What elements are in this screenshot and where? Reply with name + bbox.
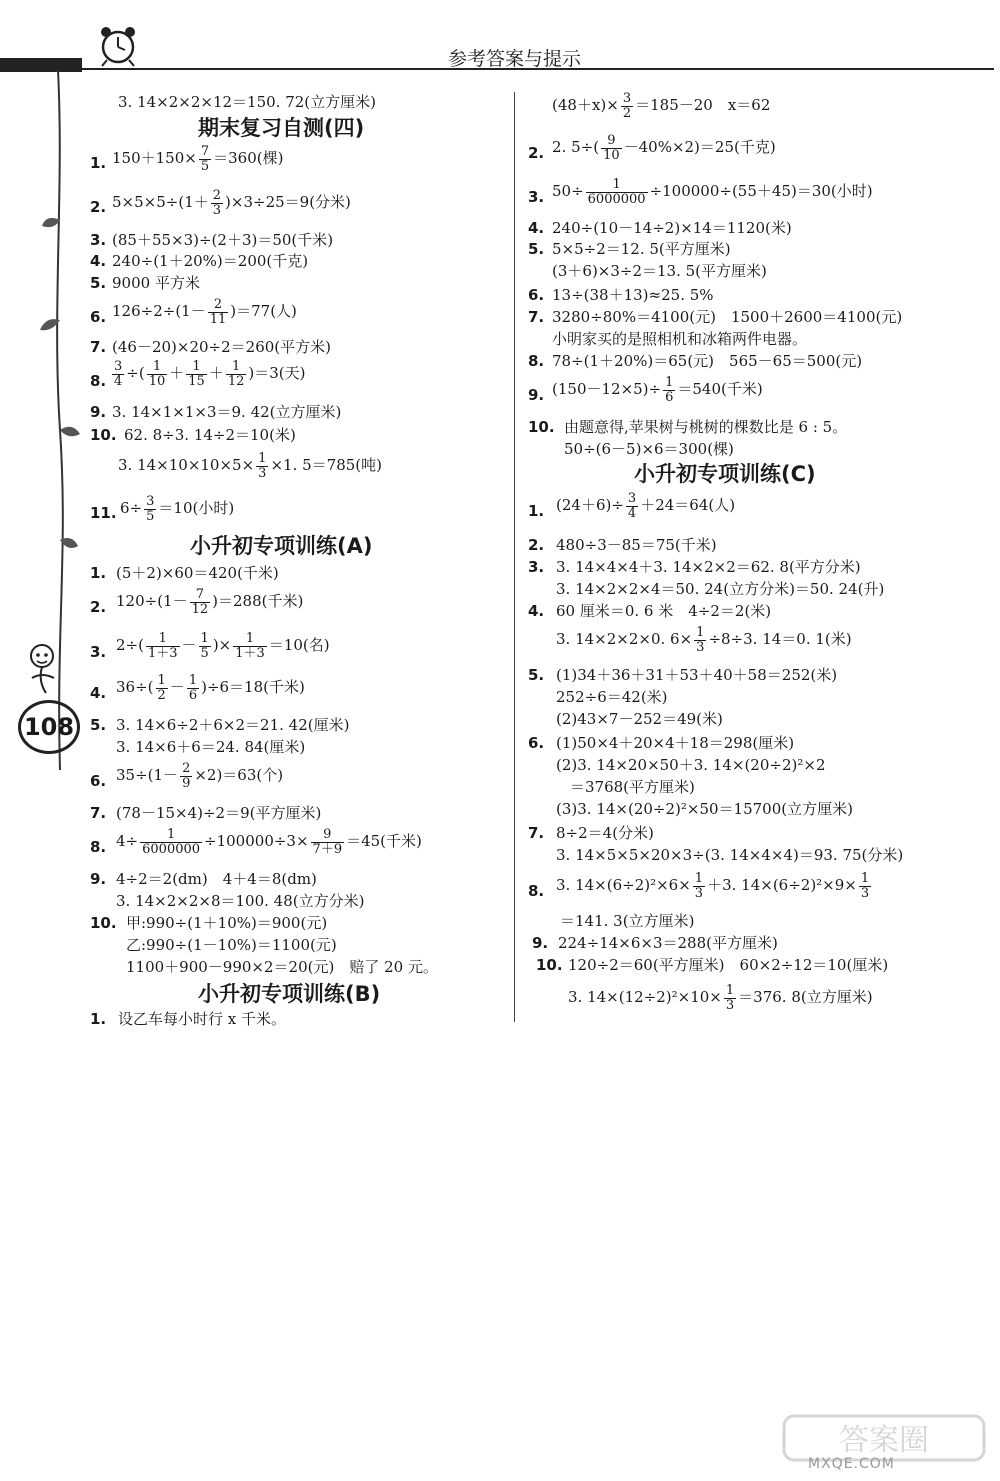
- fraction: $\frac{2}{11}$: [209, 297, 227, 327]
- answer-line: 240÷(1＋20%)＝200(千克): [112, 252, 309, 270]
- answer-number: 10.: [90, 426, 117, 444]
- answer-line: 150＋150× $\frac{7}{5}$ ＝360(棵): [112, 144, 284, 174]
- fraction: $\frac{1}{5}$: [200, 631, 209, 661]
- answer-line: (2)43×7－252＝49(米): [556, 710, 723, 728]
- answer-line: 3. 14×2×2×4＝50. 24(立方分米)＝50. 24(升): [556, 580, 885, 598]
- fraction: $\frac{3}{2}$: [622, 91, 632, 121]
- answer-number: 5.: [90, 716, 107, 734]
- answer-line: 120÷(1－ $\frac{7}{12}$ )＝288(千米): [116, 587, 304, 617]
- answer-number: 8.: [528, 352, 545, 370]
- answer-line: 50÷ $\frac{1}{6000000}$ ÷100000÷(55＋45)＝30(小时): [552, 177, 873, 207]
- fraction: $\frac{3}{5}$: [146, 494, 155, 524]
- answer-number: 5.: [90, 274, 107, 292]
- answer-line: (24＋6)÷ $\frac{3}{4}$ ＋24＝64(人): [556, 491, 736, 521]
- section-heading-final-review-4: 期末复习自测(四): [198, 116, 365, 140]
- answer-continuation: 3. 14×2×2×12＝150. 72(立方厘米): [118, 93, 377, 111]
- answer-number: 10.: [528, 418, 555, 436]
- answer-number: 8.: [90, 372, 107, 390]
- answer-line: 3. 14×10×10×5× $\frac{1}{3}$ ×1. 5＝785(吨): [118, 451, 382, 481]
- column-divider: [514, 92, 515, 1022]
- answer-line: 224÷14×6×3＝288(平方厘米): [558, 934, 778, 952]
- answer-line: 240÷(10－14÷2)×14＝1120(米): [552, 219, 792, 237]
- answer-number: 1.: [90, 564, 107, 582]
- page-number: 108: [18, 700, 80, 754]
- answer-line: (1)34＋36＋31＋53＋40＋58＝252(米): [556, 666, 838, 684]
- answer-line: 252÷6＝42(米): [556, 688, 668, 706]
- fraction: $\frac{9}{7+9}$: [312, 827, 343, 857]
- answer-number: 4.: [90, 684, 107, 702]
- answer-number: 4.: [528, 219, 545, 237]
- answer-line: (3＋6)×3÷2＝13. 5(平方厘米): [552, 262, 767, 280]
- answer-line: 甲:990÷(1＋10%)＝900(元): [126, 914, 328, 932]
- answer-number: 3.: [90, 643, 107, 661]
- answer-line: 小明家买的是照相机和冰箱两件电器。: [552, 330, 808, 348]
- answer-line: 60 厘米＝0. 6 米 4÷2＝2(米): [556, 602, 772, 620]
- answer-number: 1.: [528, 502, 545, 520]
- answer-number: 5.: [528, 240, 545, 258]
- answer-line: 4÷2＝2(dm) 4＋4＝8(dm): [116, 870, 317, 888]
- answer-number: 8.: [90, 838, 107, 856]
- answer-line: (2)3. 14×20×50＋3. 14×(20÷2)²×2: [556, 756, 826, 774]
- answer-number: 11.: [90, 504, 117, 522]
- answer-number: 2.: [90, 198, 107, 216]
- answer-line: 3280÷80%＝4100(元) 1500＋2600＝4100(元): [552, 308, 903, 326]
- answer-line: 3. 14×6＋6＝24. 84(厘米): [116, 738, 306, 756]
- answer-number: 6.: [90, 772, 107, 790]
- svg-text:答案圈: 答案圈: [839, 1423, 929, 1458]
- answer-line: (85＋55×3)÷(2＋3)＝50(千米): [112, 231, 334, 249]
- answer-line: 设乙车每小时行 x 千米。: [118, 1010, 286, 1028]
- answer-line: 4÷ $\frac{1}{6000000}$ ÷100000÷3× $\frac{9}{7+9}$ ＝45(千米): [116, 827, 422, 857]
- answer-number: 2.: [528, 536, 545, 554]
- answer-line: 3. 14×(6÷2)²×6× $\frac{1}{3}$ ＋3. 14×(6÷2)²×9× $\frac{1}{3}$: [556, 871, 870, 901]
- answer-number: 4.: [528, 602, 545, 620]
- answer-line: (1)50×4＋20×4＋18＝298(厘米): [556, 734, 795, 752]
- fraction: $\frac{1}{1+3}$: [147, 631, 178, 661]
- answer-line: 3. 14×1×1×3＝9. 42(立方厘米): [112, 403, 342, 421]
- answer-line: ＝3768(平方厘米): [570, 778, 695, 796]
- fraction: $\frac{1}{6}$: [188, 673, 198, 703]
- fraction: $\frac{1}{3}$: [696, 625, 705, 655]
- answer-line: 36÷( $\frac{1}{2}$ － $\frac{1}{6}$ )÷6＝18(千米): [116, 673, 305, 703]
- answer-line: (78－15×4)÷2＝9(平方厘米): [116, 804, 322, 822]
- monkey-mascot-icon: [20, 640, 70, 700]
- answer-line: 5×5÷2＝12. 5(平方厘米): [552, 240, 731, 258]
- answer-number: 9.: [90, 870, 107, 888]
- fraction: $\frac{3}{4}$: [114, 359, 123, 389]
- answer-line: 62. 8÷3. 14÷2＝10(米): [124, 426, 296, 444]
- answer-line: 13÷(38＋13)≈25. 5%: [552, 286, 714, 304]
- answer-number: 10.: [90, 914, 117, 932]
- answer-line: 3. 14×2×2×0. 6× $\frac{1}{3}$ ÷8÷3. 14＝0. 1(米): [556, 625, 852, 655]
- answer-number: 6.: [528, 286, 545, 304]
- answer-line: 3. 14×5×5×20×3÷(3. 14×4×4)＝93. 75(分米): [556, 846, 904, 864]
- answer-line: (5＋2)×60＝420(千米): [116, 564, 279, 582]
- section-heading-training-a: 小升初专项训练(A): [190, 534, 373, 558]
- fraction: $\frac{3}{4}$: [627, 491, 637, 521]
- answer-number: 7.: [90, 338, 107, 356]
- fraction: $\frac{1}{2}$: [157, 673, 166, 703]
- answer-number: 3.: [528, 558, 545, 576]
- fraction: $\frac{2}{9}$: [182, 761, 191, 791]
- fraction: $\frac{1}{6}$: [665, 375, 674, 405]
- section-heading-training-c: 小升初专项训练(C): [634, 462, 816, 486]
- answer-line: 8÷2＝4(分米): [556, 824, 654, 842]
- answer-number: 1.: [90, 1010, 107, 1028]
- answer-line: 3. 14×(12÷2)²×10× $\frac{1}{3}$ ＝376. 8(立方厘米): [568, 983, 873, 1013]
- answer-line: (150－12×5)÷ $\frac{1}{6}$ ＝540(千米): [552, 375, 763, 405]
- answer-line: 9000 平方米: [112, 274, 200, 292]
- fraction: $\frac{7}{5}$: [200, 144, 210, 174]
- answer-line: 3. 14×2×2×8＝100. 48(立方分米): [116, 892, 365, 910]
- answer-number: 8.: [528, 882, 545, 900]
- fraction: $\frac{1}{3}$: [258, 451, 267, 481]
- answer-number: 6.: [528, 734, 545, 752]
- answer-number: 9.: [90, 403, 107, 421]
- fraction: $\frac{1}{6000000}$: [142, 827, 201, 857]
- fraction: $\frac{7}{12}$: [191, 587, 209, 617]
- answer-line: 78÷(1＋20%)＝65(元) 565－65＝500(元): [552, 352, 863, 370]
- fraction: $\frac{1}{3}$: [694, 871, 704, 901]
- answer-number: 6.: [90, 308, 107, 326]
- answer-number: 2.: [90, 598, 107, 616]
- answer-number: 5.: [528, 666, 545, 684]
- fraction: $\frac{1}{12}$: [227, 359, 245, 389]
- fraction: $\frac{9}{10}$: [603, 133, 620, 163]
- answer-number: 7.: [528, 308, 545, 326]
- watermark-text: MXQE.COM: [808, 1456, 895, 1472]
- answer-line: 2÷( $\frac{1}{1+3}$ － $\frac{1}{5}$ )× $\frac{1}{1+3}$ ＝10(名): [116, 631, 330, 661]
- answer-line: 6÷ $\frac{3}{5}$ ＝10(小时): [120, 494, 235, 524]
- answer-line: 126÷2÷(1－ $\frac{2}{11}$ )＝77(人): [112, 297, 297, 327]
- answer-line: 5×5×5÷(1＋ $\frac{2}{3}$ )×3÷25＝9(分米): [112, 188, 351, 218]
- answer-number: 7.: [528, 824, 545, 842]
- answer-line: 35÷(1－ $\frac{2}{9}$ ×2)＝63(个): [116, 761, 284, 791]
- page-header-title: 参考答案与提示: [448, 48, 582, 70]
- answer-number: 4.: [90, 252, 107, 270]
- answer-line: 3. 14×4×4＋3. 14×2×2＝62. 8(平方分米): [556, 558, 861, 576]
- answer-line: ＝141. 3(立方厘米): [560, 912, 695, 930]
- fraction: $\frac{1}{3}$: [860, 871, 870, 901]
- fraction: $\frac{1}{10}$: [148, 359, 166, 389]
- alarm-clock-icon: [92, 24, 144, 68]
- answer-number: 9.: [528, 386, 545, 404]
- answer-line: 3. 14×6÷2＋6×2＝21. 42(厘米): [116, 716, 350, 734]
- answer-line: (3)3. 14×(20÷2)²×50＝15700(立方厘米): [556, 800, 853, 818]
- answer-line: 120÷2＝60(平方厘米) 60×2÷12＝10(厘米): [568, 956, 889, 974]
- answer-line: 50÷(6－5)×6＝300(棵): [564, 440, 734, 458]
- answer-line: (48＋x)× $\frac{3}{2}$ ＝185－20 x＝62: [552, 91, 771, 121]
- fraction: $\frac{1}{3}$: [725, 983, 735, 1013]
- fraction: $\frac{2}{3}$: [212, 188, 222, 218]
- answer-number: 1.: [90, 154, 107, 172]
- answer-number: 7.: [90, 804, 107, 822]
- answer-number: 2.: [528, 144, 545, 162]
- answer-line: 乙:990÷(1－10%)＝1100(元): [126, 936, 337, 954]
- answer-number: 9.: [532, 934, 549, 952]
- answer-number: 3.: [528, 188, 545, 206]
- section-heading-training-b: 小升初专项训练(B): [198, 982, 381, 1006]
- fraction: $\frac{1}{15}$: [188, 359, 205, 389]
- answer-line: 2. 5÷( $\frac{9}{10}$ －40%×2)＝25(千克): [552, 133, 776, 163]
- answer-line: 由题意得,苹果树与桃树的棵数比是 6 : 5。: [564, 418, 848, 436]
- fraction: $\frac{1}{1+3}$: [235, 631, 265, 661]
- answer-line: 1100＋900－990×2＝20(元) 赔了 20 元。: [126, 958, 438, 976]
- answer-number: 10.: [536, 956, 563, 974]
- answer-line: $\frac{3}{4}$ ÷( $\frac{1}{10}$ ＋ $\frac{1}{15}$ ＋ $\frac{1}{12}$ )＝3(天): [114, 359, 306, 389]
- answer-line: 480÷3－85＝75(千米): [556, 536, 717, 554]
- fraction: $\frac{1}{6000000}$: [587, 177, 646, 207]
- answer-number: 3.: [90, 231, 107, 249]
- answer-line: (46－20)×20÷2＝260(平方米): [112, 338, 331, 356]
